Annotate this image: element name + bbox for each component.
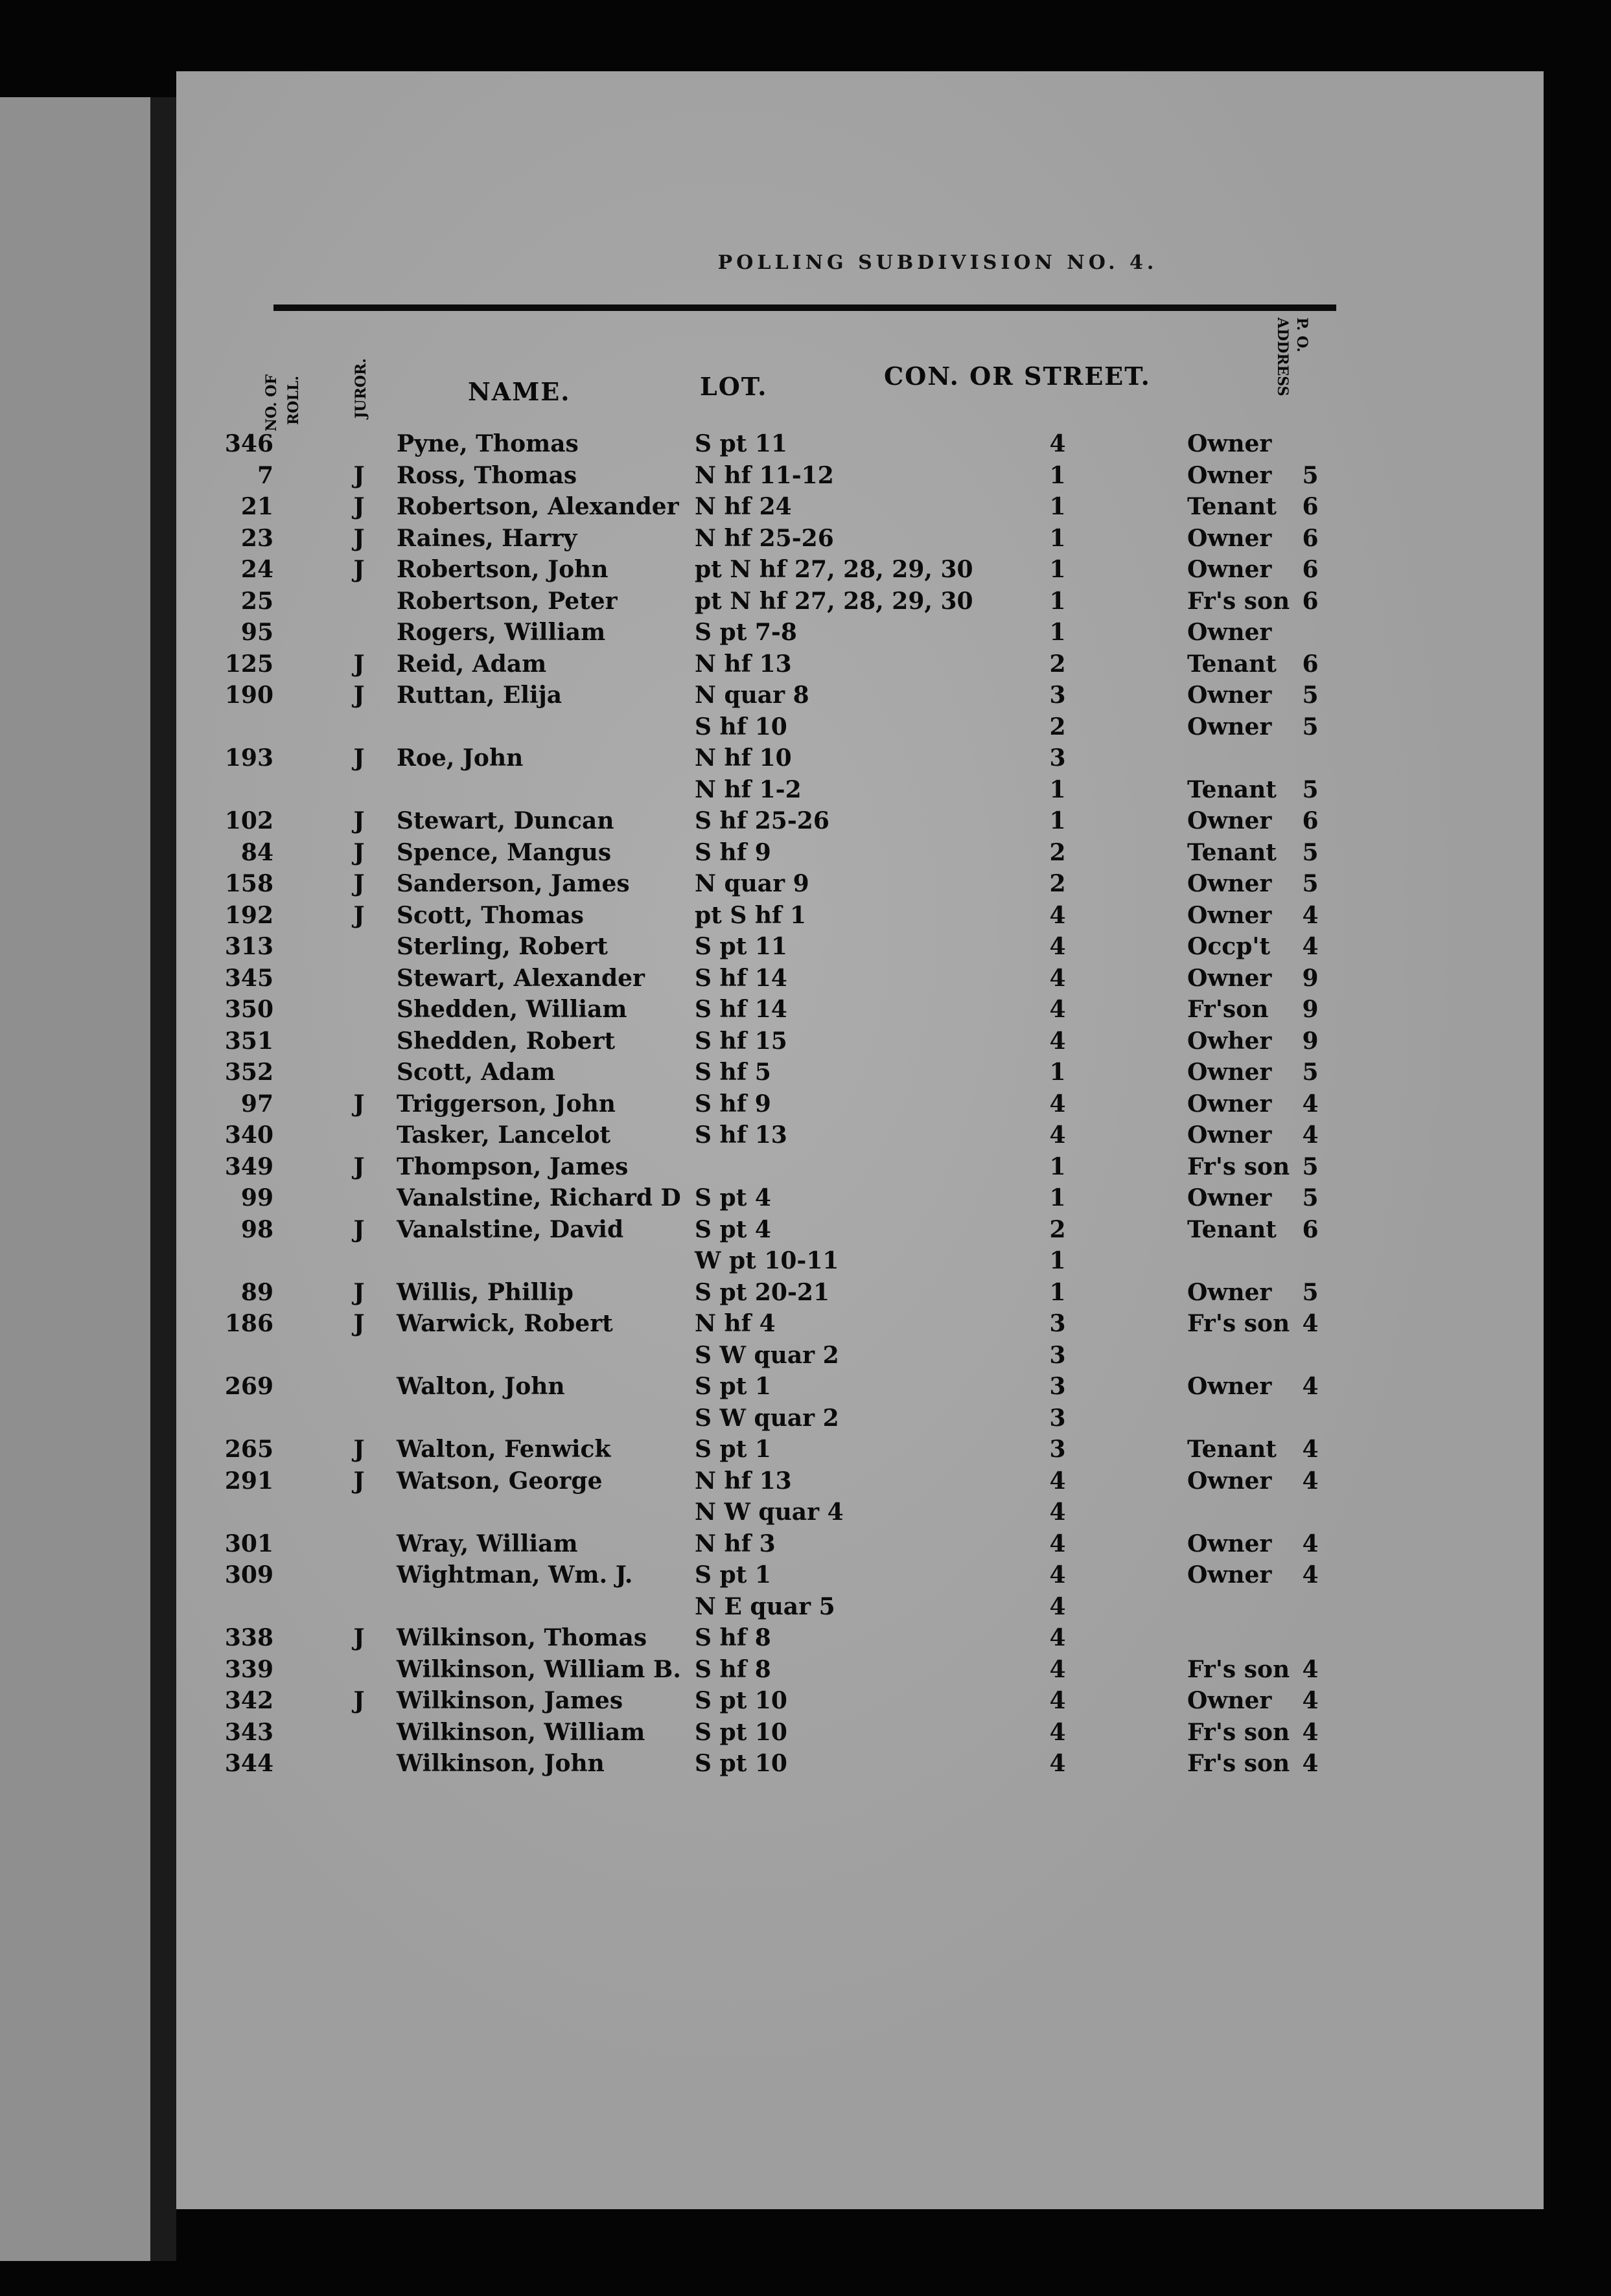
po-address: 5 [1302,870,1319,897]
occupation-status: Owner [1187,556,1272,583]
roll-number: 89 [240,1278,273,1306]
juror-mark: J [353,807,365,834]
concession-number: 1 [1049,587,1066,615]
concession-number: 2 [1049,838,1066,866]
concession-number: 3 [1049,1373,1066,1400]
occupation-status: Owner [1187,430,1272,457]
concession-number: 4 [1049,1687,1066,1714]
concession-number: 1 [1049,619,1066,646]
lot-description: S W quar 2 [695,1341,839,1369]
lot-description: S hf 8 [695,1655,771,1683]
occupation-status: Fr'son [1187,996,1269,1023]
lot-description: pt S hf 1 [695,901,807,929]
concession-number: 4 [1049,933,1066,960]
roll-number: 21 [240,493,273,520]
occupation-status: Owner [1187,964,1272,992]
roll-number: 338 [224,1624,273,1651]
occupation-status: Tenant [1187,650,1277,678]
name-column-header: NAME. [468,377,571,406]
juror-mark: J [353,493,365,520]
occupation-status: Fr's son [1187,587,1290,615]
roll-number: 186 [224,1310,273,1337]
voter-name: Sterling, Robert [397,933,608,960]
concession-number: 1 [1049,1153,1066,1180]
juror-mark: J [353,1090,365,1118]
voter-name: Scott, Adam [397,1059,555,1086]
lot-description: N quar 8 [695,682,809,709]
lot-description: S pt 11 [695,933,787,960]
roll-number: 265 [224,1436,273,1463]
roll-number: 190 [224,682,273,709]
concession-number: 4 [1049,1624,1066,1651]
po-address: 4 [1302,1530,1319,1557]
juror-mark: J [353,524,365,552]
juror-header-text: JUROR. [353,358,369,419]
voter-name: Thompson, James [397,1153,629,1180]
concession-number: 2 [1049,1215,1066,1243]
voter-name: Vanalstine, David [397,1215,624,1243]
concession-number: 2 [1049,870,1066,897]
lot-description: S hf 10 [695,713,787,740]
roll-number: 344 [224,1750,273,1777]
voter-list [176,71,1544,2209]
po-address: 5 [1302,838,1319,866]
roll-number: 97 [240,1090,273,1118]
lot-description: W pt 10-11 [695,1247,839,1274]
concession-number: 1 [1049,775,1066,803]
voter-name: Vanalstine, Richard D [397,1184,681,1211]
juror-mark: J [353,461,365,489]
po-address: 6 [1302,524,1319,552]
occupation-status: Owner [1187,1090,1272,1118]
lot-description: N hf 24 [695,493,792,520]
voter-name: Walton, Fenwick [397,1436,611,1463]
lot-description: N hf 13 [695,1467,792,1495]
voter-name: Spence, Mangus [397,838,612,866]
occupation-status: Owner [1187,870,1272,897]
lot-description: S hf 8 [695,1624,771,1651]
occupation-status: Owner [1187,682,1272,709]
roll-number: 313 [224,933,273,960]
concession-number: 4 [1049,1467,1066,1495]
concession-number: 4 [1049,1561,1066,1589]
roll-number: 158 [224,870,273,897]
lot-description: N hf 10 [695,744,792,772]
roll-number: 340 [224,1121,273,1149]
occupation-status: Tenant [1187,493,1277,520]
concession-number: 1 [1049,807,1066,834]
lot-description: S hf 13 [695,1121,787,1149]
voter-name: Watson, George [397,1467,603,1495]
lot-description: N quar 9 [695,870,809,897]
voter-name: Wilkinson, James [397,1687,623,1714]
voter-name: Shedden, William [397,996,627,1023]
juror-mark: J [353,1687,365,1714]
occupation-status: Tenant [1187,838,1277,866]
concession-number: 4 [1049,1121,1066,1149]
roll-header-line1: NO. OF [263,374,280,431]
voter-name: Wray, William [397,1530,578,1557]
occupation-status: Owner [1187,1059,1272,1086]
lot-description: S hf 14 [695,964,787,992]
voter-name: Willis, Phillip [397,1278,574,1306]
lot-description: N hf 1-2 [695,775,802,803]
voter-name: Triggerson, John [397,1090,616,1118]
lot-description: S pt 11 [695,430,787,457]
po-address: 9 [1302,1027,1319,1055]
po-address: 6 [1302,556,1319,583]
juror-mark: J [353,1153,365,1180]
voter-name: Wilkinson, Thomas [397,1624,647,1651]
po-address: 9 [1302,996,1319,1023]
po-address: 6 [1302,1215,1319,1243]
occupation-status: Owner [1187,1687,1272,1714]
occupation-status: Fr's son [1187,1153,1290,1180]
concession-number: 4 [1049,1530,1066,1557]
lot-description: N hf 3 [695,1530,776,1557]
roll-number: 125 [224,650,273,678]
roll-number: 7 [257,461,273,489]
roll-number: 269 [224,1373,273,1400]
voter-name: Sanderson, James [397,870,630,897]
roll-number: 309 [224,1561,273,1589]
concession-number: 2 [1049,650,1066,678]
po-address: 4 [1302,1373,1319,1400]
occupation-status: Owher [1187,1027,1272,1055]
roll-number: 98 [240,1215,273,1243]
lot-description: S pt 7-8 [695,619,797,646]
concession-number: 4 [1049,964,1066,992]
occupation-status: Owner [1187,713,1272,740]
lot-description: S pt 4 [695,1184,771,1211]
lot-description: N E quar 5 [695,1592,835,1620]
facing-page-edge [0,97,150,2261]
roll-number: 99 [240,1184,273,1211]
roll-number: 291 [224,1467,273,1495]
occupation-status: Owner [1187,1121,1272,1149]
concession-number: 3 [1049,1310,1066,1337]
voter-name: Stewart, Alexander [397,964,645,992]
voter-name: Pyne, Thomas [397,430,579,457]
po-address: 4 [1302,1310,1319,1337]
voter-name: Warwick, Robert [397,1310,613,1337]
po-address: 4 [1302,1750,1319,1777]
po-address: 4 [1302,1561,1319,1589]
roll-number: 301 [224,1530,273,1557]
lot-column-header: LOT. [700,372,768,401]
po-address: 4 [1302,1718,1319,1746]
voter-name: Wightman, Wm. J. [397,1561,633,1589]
roll-number: 339 [224,1655,273,1683]
roll-number: 25 [240,587,273,615]
juror-mark: J [353,1278,365,1306]
voter-name: Wilkinson, John [397,1750,605,1777]
occupation-status: Owner [1187,901,1272,929]
juror-mark: J [353,1467,365,1495]
lot-description: S hf 15 [695,1027,787,1055]
juror-mark: J [353,682,365,709]
voter-name: Roe, John [397,744,524,772]
lot-description: S hf 9 [695,838,771,866]
voter-name: Walton, John [397,1373,565,1400]
voter-name: Robertson, John [397,556,608,583]
roll-number: 102 [224,807,273,834]
lot-description: N hf 25-26 [695,524,834,552]
po-address: 6 [1302,807,1319,834]
concession-number: 4 [1049,901,1066,929]
juror-mark: J [353,1624,365,1651]
roll-number: 346 [224,430,273,457]
occupation-status: Owner [1187,619,1272,646]
lot-description: S pt 10 [695,1750,787,1777]
concession-number: 3 [1049,744,1066,772]
po-address: 6 [1302,650,1319,678]
voter-name: Scott, Thomas [397,901,584,929]
concession-number: 4 [1049,1498,1066,1526]
book-spine [150,97,176,2261]
lot-description: S pt 1 [695,1436,771,1463]
voter-name: Ruttan, Elija [397,682,562,709]
lot-description: pt N hf 27, 28, 29, 30 [695,587,973,615]
po-address: 4 [1302,1687,1319,1714]
po-address: 5 [1302,1153,1319,1180]
voter-name: Tasker, Lancelot [397,1121,611,1149]
roll-number: 345 [224,964,273,992]
voter-name: Wilkinson, William [397,1718,645,1746]
roll-number: 95 [240,619,273,646]
juror-mark: J [353,838,365,866]
concession-number: 3 [1049,1436,1066,1463]
juror-mark: J [353,1310,365,1337]
occupation-status: Owner [1187,461,1272,489]
roll-number: 24 [240,556,273,583]
concession-number: 1 [1049,1059,1066,1086]
occupation-status: Owner [1187,1530,1272,1557]
lot-description: S hf 25-26 [695,807,829,834]
juror-mark: J [353,1215,365,1243]
lot-description: N W quar 4 [695,1498,844,1526]
lot-description: S pt 10 [695,1687,787,1714]
juror-mark: J [353,1436,365,1463]
concession-number: 4 [1049,1027,1066,1055]
concession-number: 2 [1049,713,1066,740]
lot-description: S hf 9 [695,1090,771,1118]
roll-number: 352 [224,1059,273,1086]
lot-description: N hf 4 [695,1310,776,1337]
occupation-status: Owner [1187,1184,1272,1211]
po-address: 6 [1302,493,1319,520]
voter-name: Shedden, Robert [397,1027,616,1055]
occupation-status: Fr's son [1187,1655,1290,1683]
concession-number: 4 [1049,1655,1066,1683]
po-address: 5 [1302,1278,1319,1306]
roll-number: 23 [240,524,273,552]
concession-number: 4 [1049,1592,1066,1620]
roll-number: 193 [224,744,273,772]
occupation-status: Owner [1187,1467,1272,1495]
occupation-status: Tenant [1187,1436,1277,1463]
concession-number: 1 [1049,493,1066,520]
voter-name: Raines, Harry [397,524,577,552]
occupation-status: Owner [1187,524,1272,552]
lot-description: S pt 4 [695,1215,771,1243]
juror-mark: J [353,870,365,897]
lot-description: S hf 5 [695,1059,771,1086]
roll-number: 349 [224,1153,273,1180]
voter-name: Robertson, Peter [397,587,618,615]
concession-number: 1 [1049,524,1066,552]
po-address: 5 [1302,775,1319,803]
occupation-status: Fr's son [1187,1718,1290,1746]
concession-number: 3 [1049,682,1066,709]
lot-description: S pt 20-21 [695,1278,830,1306]
occupation-status: Tenant [1187,1215,1277,1243]
po-address: 4 [1302,1090,1319,1118]
lot-description: pt N hf 27, 28, 29, 30 [695,556,973,583]
concession-number: 4 [1049,1718,1066,1746]
register-page [176,71,1544,2209]
po-address: 9 [1302,964,1319,992]
po-address: 4 [1302,1436,1319,1463]
po-address: 5 [1302,682,1319,709]
roll-number: 84 [240,838,273,866]
roll-number: 343 [224,1718,273,1746]
po-address: 5 [1302,713,1319,740]
po-address: 4 [1302,1655,1319,1683]
voter-name: Robertson, Alexander [397,493,679,520]
concession-number: 1 [1049,1247,1066,1274]
running-head: POLLING SUBDIVISION NO. 4. [717,251,1158,274]
con-column-header: CON. OR STREET. [884,362,1151,391]
concession-number: 3 [1049,1341,1066,1369]
po-address: 6 [1302,587,1319,615]
juror-mark: J [353,650,365,678]
concession-number: 1 [1049,556,1066,583]
lot-description: N hf 13 [695,650,792,678]
concession-number: 4 [1049,1090,1066,1118]
lot-description: S W quar 2 [695,1404,839,1432]
occupation-status: Tenant [1187,775,1277,803]
occupation-status: Occp't [1187,933,1271,960]
po-header-line2: ADDRESS [1274,317,1291,396]
voter-name: Reid, Adam [397,650,547,678]
concession-number: 1 [1049,461,1066,489]
concession-number: 1 [1049,1184,1066,1211]
roll-number: 350 [224,996,273,1023]
voter-name: Wilkinson, William B. [397,1655,681,1683]
po-address: 4 [1302,901,1319,929]
occupation-status: Owner [1187,1561,1272,1589]
lot-description: S pt 1 [695,1373,771,1400]
juror-mark: J [353,901,365,929]
voter-name: Ross, Thomas [397,461,577,489]
occupation-status: Fr's son [1187,1750,1290,1777]
po-address: 4 [1302,1467,1319,1495]
po-address: 5 [1302,1184,1319,1211]
voter-name: Rogers, William [397,619,606,646]
concession-number: 3 [1049,1404,1066,1432]
concession-number: 4 [1049,996,1066,1023]
po-address: 5 [1302,1059,1319,1086]
juror-mark: J [353,744,365,772]
po-header-line1: P. O. [1293,317,1310,352]
po-address: 5 [1302,461,1319,489]
roll-number: 351 [224,1027,273,1055]
lot-description: S hf 14 [695,996,787,1023]
concession-number: 4 [1049,1750,1066,1777]
voter-name: Stewart, Duncan [397,807,614,834]
occupation-status: Fr's son [1187,1310,1290,1337]
occupation-status: Owner [1187,1373,1272,1400]
po-address: 4 [1302,933,1319,960]
roll-number: 192 [224,901,273,929]
occupation-status: Owner [1187,1278,1272,1306]
lot-description: S pt 1 [695,1561,771,1589]
occupation-status: Owner [1187,807,1272,834]
lot-description: S pt 10 [695,1718,787,1746]
concession-number: 1 [1049,1278,1066,1306]
po-address: 4 [1302,1121,1319,1149]
roll-number: 342 [224,1687,273,1714]
juror-mark: J [353,556,365,583]
concession-number: 4 [1049,430,1066,457]
roll-header-line2: ROLL. [285,375,302,425]
lot-description: N hf 11-12 [695,461,834,489]
